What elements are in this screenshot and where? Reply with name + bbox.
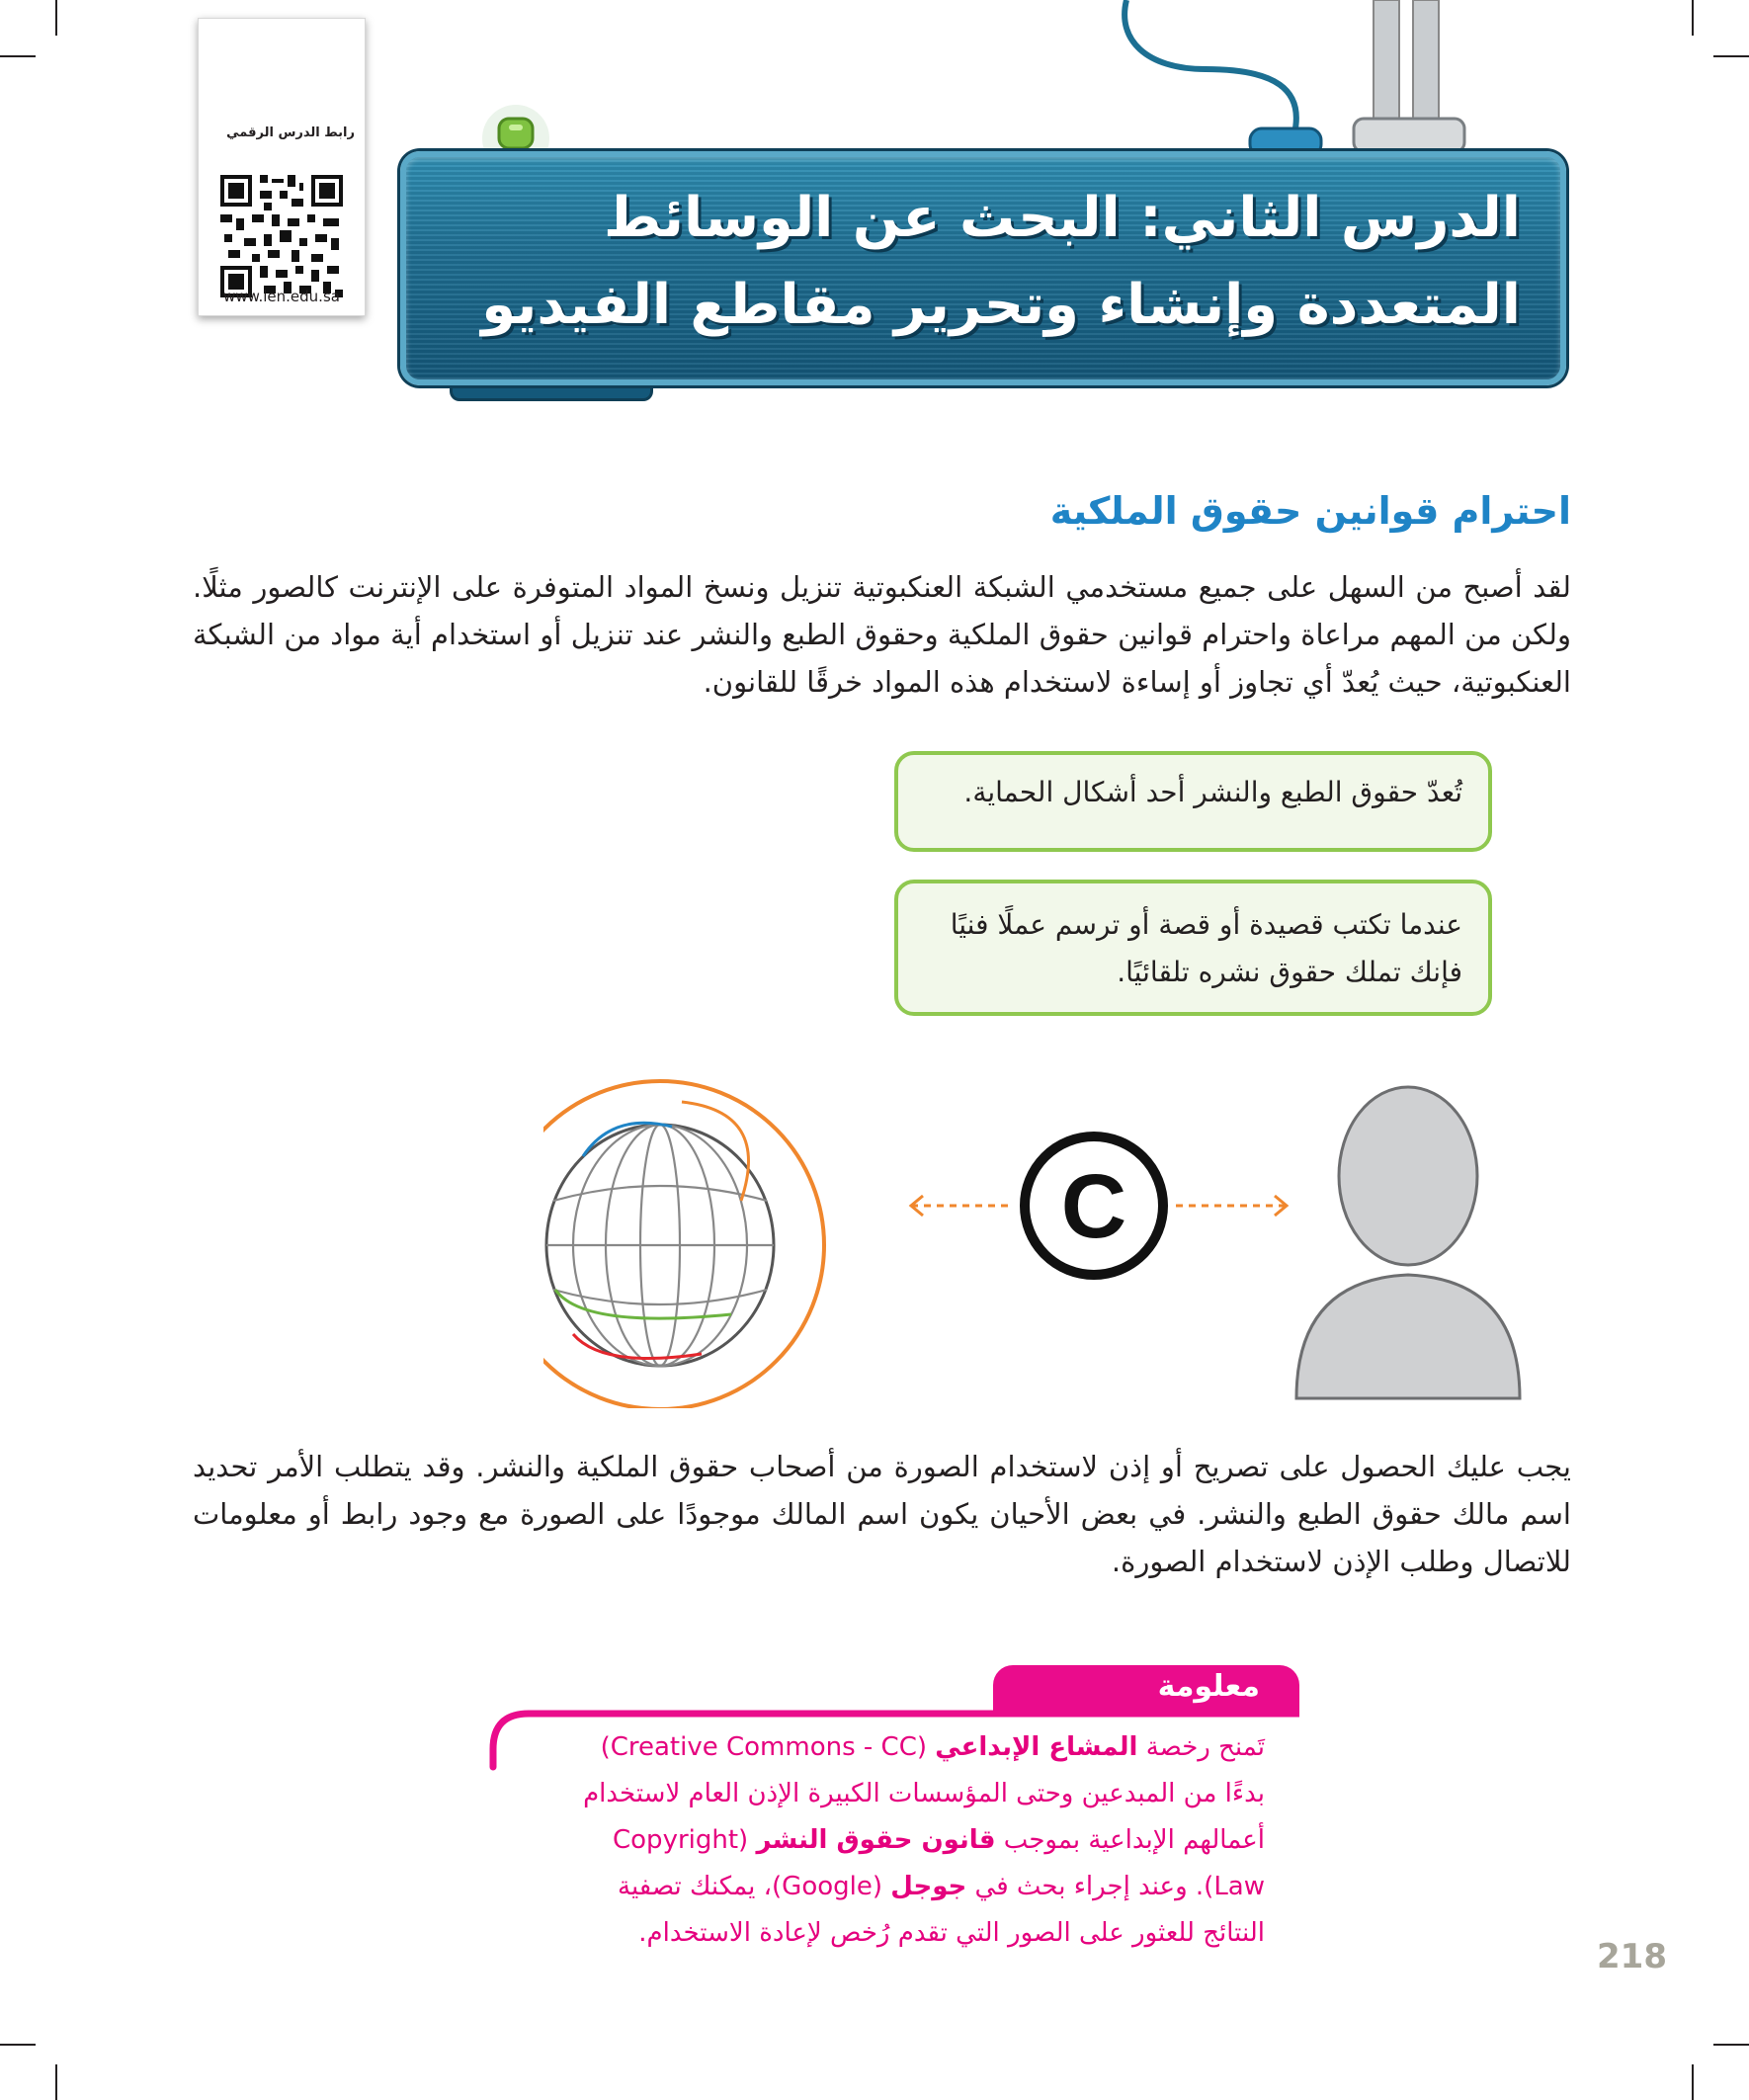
callout-automatic-rights: عندما تكتب قصيدة أو قصة أو ترسم عملًا فنيًا فإنك تملك حقوق نشره تلقائيًا. (894, 880, 1492, 1016)
info-tab-label: معلومة (1157, 1669, 1260, 1704)
crop-mark (0, 2044, 36, 2046)
crop-mark (1692, 2064, 1694, 2100)
arrow-left-icon (911, 1196, 1013, 1216)
qr-label: رابط الدرس الرقمي (226, 126, 355, 140)
info-text-1: تَمنح رخصة (1137, 1732, 1265, 1762)
crop-mark (55, 0, 57, 36)
permission-paragraph: يجب عليك الحصول على تصريح أو إذن لاستخدام الصورة من أصحاب حقوق الملكية والنشر. وقد يتطلب الأمر تحديد اسم مالك حقوق الطبع والنشر. في بعض الأحيان يكون اسم المالك موجودًا على الصورة مع وجود رابط أو معلومات للاتصال وطلب الإذن لاستخدام الصورة. (193, 1450, 1571, 1578)
copyright-icon (1025, 1136, 1163, 1275)
info-term-copyright-law: قانون حقوق النشر (756, 1825, 996, 1855)
qr-url[interactable]: www.ien.edu.sa (223, 288, 340, 305)
callout-copyright-protection: تُعدّ حقوق الطبع والنشر أحد أشكال الحماية. (894, 751, 1492, 852)
title-line-2: المتعددة وإنشاء وتحرير مقاطع الفيديو (481, 273, 1521, 337)
info-text-3: (Copyright Law). وعند إجراء بحث في (613, 1825, 1265, 1901)
page-title (436, 175, 1521, 349)
crop-mark (55, 2064, 57, 2100)
info-text (553, 1724, 1265, 1957)
copyright-illustration (543, 1072, 1532, 1408)
person-icon (1296, 1087, 1520, 1398)
info-text-2: (Creative Commons - CC) بدءًا من المبدعين وحتى المؤسسات الكبيرة الإذن العام لاستخدام أعمالهم الإبداعية بموجب (583, 1732, 1265, 1855)
crop-mark (1713, 55, 1749, 57)
info-term-google: جوجل (890, 1872, 967, 1901)
qr-card[interactable] (198, 18, 366, 316)
crop-mark (1713, 2044, 1749, 2046)
copyright-letter: C (1060, 1156, 1127, 1257)
info-term-creative-commons: المشاع الإبداعي (935, 1732, 1138, 1762)
intro-paragraph: لقد أصبح من السهل على جميع مستخدمي الشبكة العنكبوتية تنزيل ونسخ المواد المتوفرة على الإنترنت كالصور مثلًا. ولكن من المهم مراعاة واحترام قوانين حقوق الملكية وحقوق الطبع والنشر عند تنزيل أو استخدام أية مواد من الشبكة العنكبوتية، حيث يُعدّ أي تجاوز أو إساءة لاستخدام هذه المواد خرقًا للقانون. (193, 570, 1571, 699)
title-banner (400, 151, 1566, 385)
section-heading: احترام قوانين حقوق الملكية (1049, 489, 1571, 533)
info-text-4: (Google)، يمكنك تصفية النتائج للعثور على الصور التي تقدم رُخص لإعادة الاستخدام. (618, 1872, 1265, 1948)
arrow-right-icon (1176, 1196, 1287, 1216)
globe-icon (543, 1081, 824, 1408)
title-line-1: الدرس الثاني: البحث عن الوسائط (603, 186, 1521, 250)
crop-mark (0, 55, 36, 57)
page-number: 218 (1597, 1937, 1667, 1976)
qr-code-icon[interactable] (216, 171, 347, 301)
crop-mark (1692, 0, 1694, 36)
